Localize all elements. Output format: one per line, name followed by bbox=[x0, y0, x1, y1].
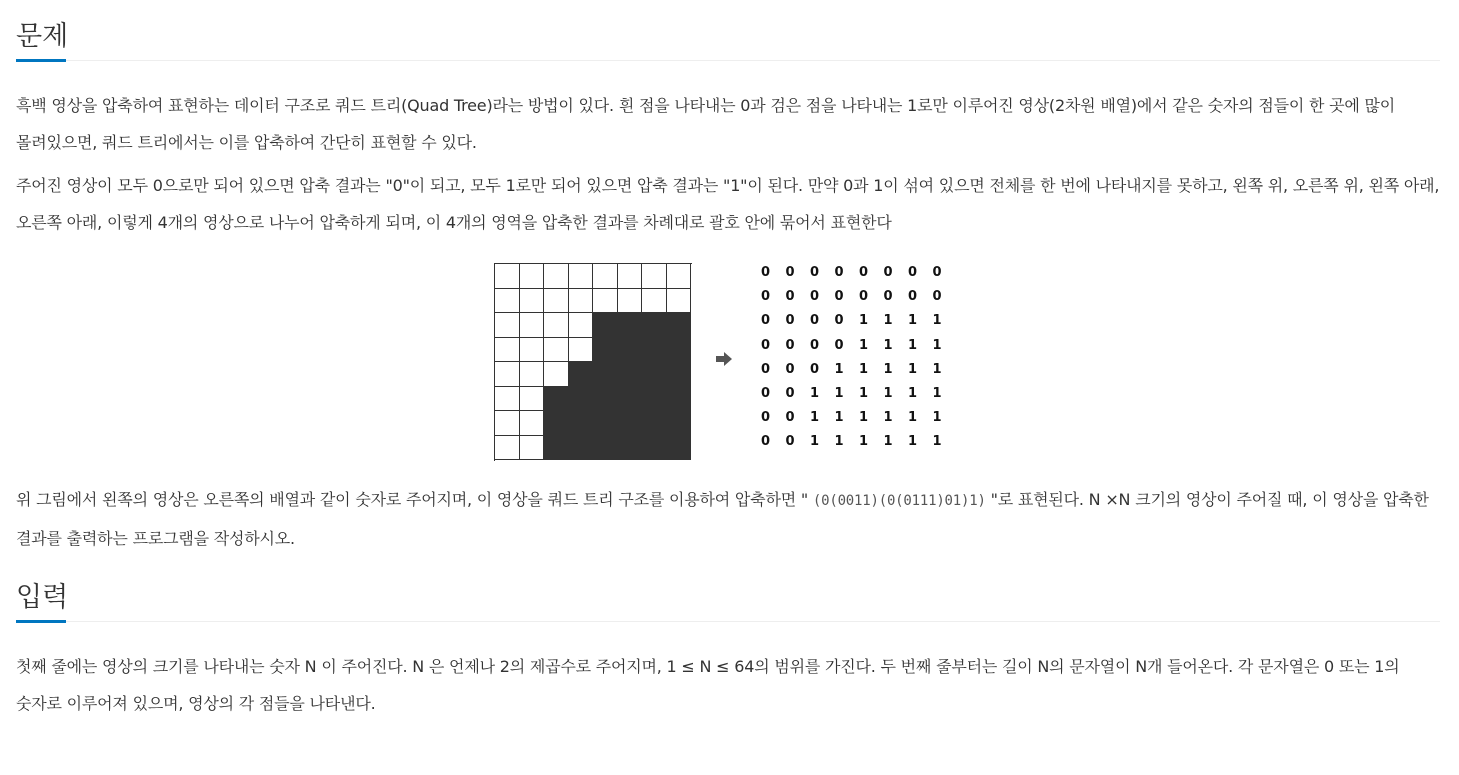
matrix-value: 1 bbox=[834, 361, 844, 377]
black-pixel-cell bbox=[593, 313, 618, 338]
matrix-value: 0 bbox=[785, 265, 795, 280]
white-pixel-cell bbox=[520, 338, 545, 363]
compressed-result-code: (0(0011)(0(0111)01)1) bbox=[812, 493, 986, 509]
matrix-row bbox=[761, 362, 957, 386]
black-pixel-cell bbox=[642, 436, 667, 461]
white-pixel-cell bbox=[544, 338, 569, 363]
white-pixel-cell bbox=[618, 264, 643, 289]
black-pixel-cell bbox=[569, 411, 594, 436]
matrix-row bbox=[761, 338, 957, 362]
matrix-value: 0 bbox=[859, 289, 869, 305]
white-pixel-cell bbox=[569, 313, 594, 338]
white-pixel-cell bbox=[544, 362, 569, 387]
black-pixel-cell bbox=[593, 436, 618, 461]
matrix-value: 1 bbox=[883, 434, 893, 450]
black-pixel-cell bbox=[618, 411, 643, 436]
white-pixel-cell bbox=[667, 289, 692, 314]
matrix-value: 1 bbox=[932, 361, 942, 377]
matrix-value: 0 bbox=[761, 289, 771, 305]
matrix-value: 0 bbox=[761, 385, 771, 401]
matrix-value: 0 bbox=[908, 265, 918, 280]
matrix-value: 1 bbox=[932, 385, 942, 401]
problem-paragraph-2: 주어진 영상이 모두 0으로만 되어 있으면 압축 결과는 "0"이 되고, 모두 1로만 되어 있으면 압축 결과는 "1"이 된다. 만약 0과 1이 섞여 있으면 전체를 한 번에 나타내지를 못하고, 왼쪽 위, 오른쪽 위, 왼쪽 아래, 오른쪽 아래, 이렇게 4개의 영상으로 나누어 압축하게 되며, 이 4개의 영역을 압축한 결과를 차례대로 괄호 안에 묶어서 표현한다 bbox=[16, 176, 1440, 232]
matrix-value: 1 bbox=[908, 410, 918, 426]
matrix-value: 1 bbox=[859, 361, 869, 377]
white-pixel-cell bbox=[520, 436, 545, 461]
problem-content bbox=[16, 0, 1440, 722]
black-pixel-cell bbox=[544, 411, 569, 436]
white-pixel-cell bbox=[642, 289, 667, 314]
black-pixel-cell bbox=[642, 338, 667, 363]
black-pixel-cell bbox=[667, 313, 692, 338]
white-pixel-cell bbox=[495, 411, 520, 436]
matrix-value: 0 bbox=[785, 337, 795, 353]
white-pixel-cell bbox=[544, 313, 569, 338]
black-pixel-cell bbox=[544, 436, 569, 461]
problem-section-header bbox=[16, 0, 1440, 62]
matrix-value: 0 bbox=[932, 289, 942, 305]
matrix-row bbox=[761, 313, 957, 337]
black-pixel-cell bbox=[667, 436, 692, 461]
white-pixel-cell bbox=[520, 264, 545, 289]
matrix-value: 1 bbox=[908, 385, 918, 401]
problem-title: 문제 bbox=[16, 21, 69, 52]
black-pixel-cell bbox=[569, 362, 594, 387]
matrix-value: 1 bbox=[908, 313, 918, 329]
matrix-value: 0 bbox=[785, 385, 795, 401]
white-pixel-cell bbox=[495, 313, 520, 338]
black-pixel-cell bbox=[593, 362, 618, 387]
matrix-value: 0 bbox=[883, 289, 893, 305]
input-paragraph: 첫째 줄에는 영상의 크기를 나타내는 숫자 N 이 주어진다. N 은 언제나 2의 제곱수로 주어지며, 1 ≤ N ≤ 64의 범위를 가진다. 두 번째 줄부터는 길이 N의 문자열이 N개 들어온다. 각 문자열은 0 또는 1의 숫자로 이루어져 있으며, 영상의 각 점들을 나타낸다. bbox=[16, 657, 1400, 713]
white-pixel-cell bbox=[495, 289, 520, 314]
matrix-value: 1 bbox=[810, 385, 820, 401]
matrix-value: 1 bbox=[859, 337, 869, 353]
white-pixel-cell bbox=[569, 264, 594, 289]
white-pixel-cell bbox=[667, 264, 692, 289]
binary-matrix bbox=[761, 265, 957, 459]
header-accent-bar bbox=[16, 620, 66, 623]
matrix-value: 0 bbox=[883, 265, 893, 280]
matrix-value: 1 bbox=[883, 385, 893, 401]
right-arrow-icon bbox=[716, 352, 732, 366]
white-pixel-cell bbox=[520, 411, 545, 436]
white-pixel-cell bbox=[520, 289, 545, 314]
matrix-value: 1 bbox=[908, 337, 918, 353]
white-pixel-cell bbox=[495, 387, 520, 412]
white-pixel-cell bbox=[520, 362, 545, 387]
matrix-value: 0 bbox=[761, 337, 771, 353]
matrix-value: 0 bbox=[785, 361, 795, 377]
black-pixel-cell bbox=[618, 362, 643, 387]
problem-paragraph-1: 흑백 영상을 압축하여 표현하는 데이터 구조로 쿼드 트리(Quad Tree)라는 방법이 있다. 흰 점을 나타내는 0과 검은 점을 나타내는 1로만 이루어진 영상(2차원 배열)에서 같은 숫자의 점들이 한 곳에 많이 몰려있으면, 쿼드 트리에서는 이를 압축하여 간단히 표현할 수 있다. bbox=[16, 96, 1396, 152]
input-title: 입력 bbox=[16, 582, 69, 613]
matrix-value: 0 bbox=[834, 265, 844, 280]
matrix-value: 0 bbox=[785, 289, 795, 305]
white-pixel-cell bbox=[593, 289, 618, 314]
matrix-value: 0 bbox=[834, 337, 844, 353]
matrix-value: 0 bbox=[761, 434, 771, 450]
matrix-value: 1 bbox=[908, 434, 918, 450]
matrix-value: 1 bbox=[834, 434, 844, 450]
matrix-value: 1 bbox=[883, 410, 893, 426]
black-pixel-cell bbox=[618, 313, 643, 338]
black-pixel-cell bbox=[642, 387, 667, 412]
matrix-value: 1 bbox=[859, 313, 869, 329]
black-pixel-cell bbox=[667, 387, 692, 412]
matrix-row bbox=[761, 386, 957, 410]
matrix-value: 0 bbox=[810, 289, 820, 305]
matrix-value: 0 bbox=[785, 410, 795, 426]
white-pixel-cell bbox=[544, 264, 569, 289]
black-pixel-cell bbox=[593, 411, 618, 436]
paragraph-3-text-a: 위 그림에서 왼쪽의 영상은 오른쪽의 배열과 같이 숫자로 주어지며, 이 영상을 쿼드 트리 구조를 이용하여 압축하면 " bbox=[16, 490, 813, 509]
matrix-value: 1 bbox=[810, 410, 820, 426]
matrix-value: 1 bbox=[932, 434, 942, 450]
black-pixel-cell bbox=[667, 338, 692, 363]
matrix-value: 0 bbox=[761, 265, 771, 280]
matrix-value: 0 bbox=[761, 313, 771, 329]
matrix-value: 0 bbox=[761, 361, 771, 377]
paragraph-3-text-b: "로 표현된다. N ×N 크기의 영상이 주어질 때, 이 영상을 압축한 결과를 출력하는 프로그램을 작성하시오. bbox=[16, 490, 1429, 548]
matrix-value: 0 bbox=[761, 410, 771, 426]
matrix-value: 1 bbox=[859, 410, 869, 426]
matrix-value: 1 bbox=[883, 337, 893, 353]
white-pixel-cell bbox=[618, 289, 643, 314]
black-pixel-cell bbox=[618, 387, 643, 412]
black-pixel-cell bbox=[544, 387, 569, 412]
white-pixel-cell bbox=[520, 387, 545, 412]
white-pixel-cell bbox=[569, 338, 594, 363]
black-pixel-cell bbox=[642, 362, 667, 387]
black-pixel-cell bbox=[667, 411, 692, 436]
white-pixel-cell bbox=[544, 289, 569, 314]
matrix-value: 0 bbox=[810, 337, 820, 353]
black-pixel-cell bbox=[667, 362, 692, 387]
black-pixel-cell bbox=[569, 387, 594, 412]
header-accent-bar bbox=[16, 59, 66, 62]
matrix-value: 1 bbox=[834, 385, 844, 401]
black-pixel-cell bbox=[569, 436, 594, 461]
matrix-value: 1 bbox=[810, 434, 820, 450]
matrix-value: 0 bbox=[932, 265, 942, 280]
white-pixel-cell bbox=[642, 264, 667, 289]
header-divider bbox=[16, 621, 1440, 622]
matrix-value: 0 bbox=[908, 289, 918, 305]
matrix-value: 1 bbox=[883, 361, 893, 377]
header-divider bbox=[16, 60, 1440, 61]
white-pixel-cell bbox=[495, 436, 520, 461]
matrix-value: 1 bbox=[932, 410, 942, 426]
black-pixel-cell bbox=[642, 313, 667, 338]
matrix-value: 1 bbox=[932, 313, 942, 329]
white-pixel-cell bbox=[495, 338, 520, 363]
black-pixel-cell bbox=[593, 338, 618, 363]
matrix-value: 1 bbox=[908, 361, 918, 377]
matrix-value: 0 bbox=[785, 434, 795, 450]
matrix-value: 0 bbox=[810, 313, 820, 329]
matrix-row bbox=[761, 265, 957, 289]
matrix-value: 0 bbox=[834, 289, 844, 305]
black-pixel-cell bbox=[618, 436, 643, 461]
matrix-row bbox=[761, 410, 957, 434]
white-pixel-cell bbox=[520, 313, 545, 338]
white-pixel-cell bbox=[495, 264, 520, 289]
problem-paragraph-3 bbox=[16, 481, 1440, 557]
white-pixel-cell bbox=[569, 289, 594, 314]
matrix-value: 0 bbox=[810, 265, 820, 280]
matrix-value: 1 bbox=[883, 313, 893, 329]
black-pixel-cell bbox=[593, 387, 618, 412]
white-pixel-cell bbox=[495, 362, 520, 387]
black-pixel-cell bbox=[618, 338, 643, 363]
matrix-row bbox=[761, 434, 957, 458]
matrix-value: 1 bbox=[859, 385, 869, 401]
matrix-value: 1 bbox=[932, 337, 942, 353]
matrix-value: 0 bbox=[834, 313, 844, 329]
matrix-value: 0 bbox=[785, 313, 795, 329]
matrix-row bbox=[761, 289, 957, 313]
matrix-value: 0 bbox=[859, 265, 869, 280]
matrix-value: 0 bbox=[810, 361, 820, 377]
matrix-value: 1 bbox=[859, 434, 869, 450]
input-section-header bbox=[16, 561, 1440, 623]
pixel-grid bbox=[494, 263, 692, 461]
black-pixel-cell bbox=[642, 411, 667, 436]
quadtree-figure bbox=[16, 241, 1440, 481]
matrix-value: 1 bbox=[834, 410, 844, 426]
white-pixel-cell bbox=[593, 264, 618, 289]
